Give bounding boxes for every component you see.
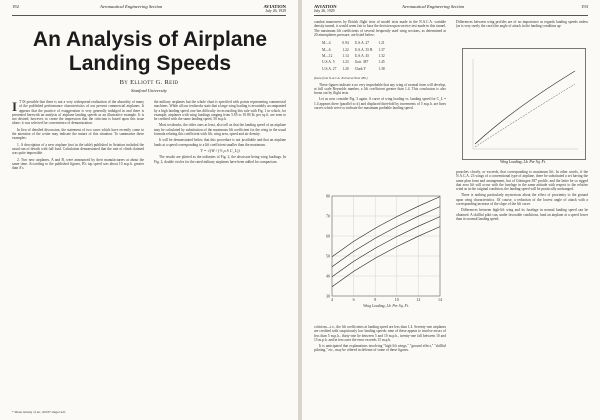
table-cell: 1.32: [378, 54, 385, 58]
paragraph: 1. A description of a new airplane (not in the table) published in Aviation included the usual run of details with full load. Calculation demonstrated that the rate of climb claimed was quite impossible.: [12, 142, 144, 156]
title-line: An Analysis of Airplane: [32, 28, 268, 51]
table-cell: U.S.A. 27: [354, 41, 370, 46]
running-head: Aeronautical Engineering Section: [402, 4, 465, 9]
paragraph: Most textbooks, the older ones at least, also tell us that the landing speed of an airplane may be calculated by substitution of the maximum lift coefficient for the wing in the usual formula relating this coefficient with lift, wing area, speed and air density.: [154, 123, 286, 137]
header-rule: [314, 15, 588, 16]
table-cell: 1.20: [342, 66, 349, 71]
figure-graphic: [463, 49, 585, 159]
lift-coefficient-table: [320, 39, 391, 73]
y-tick-label: 40: [326, 273, 330, 279]
article-title: [30, 28, 270, 76]
table-cell: 0.94: [342, 41, 349, 46]
table-cell: U.S.A. 27: [322, 66, 337, 71]
y-tick-label: 50: [326, 253, 330, 259]
x-tick-label: 12: [416, 297, 421, 302]
issue-date: July 26, 1929: [314, 9, 335, 13]
left-column-1: [12, 100, 144, 172]
right-column-2: [456, 170, 588, 223]
chart-container: [314, 190, 446, 320]
right-column-1: [314, 20, 446, 112]
paragraph: There is nothing particularly mysterious about the effect of proximity to the ground upon wing characteristics. Of course, a reduction of the lowest angle of attack with a corresponding increase of the slope of the lift curve.: [456, 193, 588, 207]
table-row: [322, 60, 389, 64]
table-cell: M—12: [322, 54, 333, 58]
paragraph: Differences between wing profiles are of no importance as regards landing speeds unless (as is very rarely the case) the angle of attack in the landing condition ap-: [456, 20, 588, 29]
figure-caption: Wing Loading, Lb. Per Sq. Ft.: [500, 160, 546, 164]
paragraph: Let us now consider Fig. 3 again. A curve of wing loading vs. landing speed for C_L = 1.4 appears there (parallel to it) and displaced threefold by increments of 5 m.p.h. are lines curves which serve to indicate the maximum probable landing speed.: [314, 97, 446, 110]
paragraph: proaches closely, or exceeds, that corresponding to maximum lift. In other words, if the N.A.C.A. 23 wings of a conventional type of airplane, there be substituted a set having the same plan form and arrangement, but of Göttingen 387 profile, and the latter be so rigged that zero lift will occur with the fuselage in the same attitude with respect to the relative wind as in the original condition, the landing speed will be practically unchanged.: [456, 170, 588, 192]
landing-speed-chart: [314, 190, 446, 320]
x-tick-label: 14: [438, 297, 442, 302]
paragraph: It will be demonstrated below that this procedure is not justifiable and that an airplane lands at a speed corresponding to a lift coefficient smaller than the maximum.: [154, 138, 286, 147]
table-cell: Gott. 387: [354, 60, 369, 65]
title-line: Landing Speeds: [68, 52, 232, 75]
right-column-1-lower: [314, 325, 446, 355]
paragraph: criticism—i.e., the lift coefficients at landing speed are less than 1.4. Seventy-one airplanes are credited with suspiciously low landing speeds; nine of these appear to involve errors of less than 5 m.p.h., thirty-one lie between 5 and 10 m.p.h., twenty-one fall between 10 and 15 m.p.h. and in ten cases the error exceeds 15 m.p.h.: [314, 325, 446, 342]
table-cell: 1.21: [378, 41, 385, 46]
left-page: [0, 0, 298, 420]
x-tick-label: 10: [394, 297, 399, 302]
author: By Elliott G. Reid: [119, 79, 179, 86]
table-cell: 1.22: [342, 47, 349, 52]
x-tick-label: 6: [352, 297, 355, 302]
affiliation: Stanford University: [131, 88, 167, 93]
table-cell: M—6: [322, 47, 331, 52]
series-line: [332, 207, 440, 267]
series-line: [332, 217, 440, 277]
table-row: [322, 67, 389, 71]
header-rule: [12, 15, 286, 16]
running-head: Aeronautical Engineering Section: [100, 4, 163, 9]
x-tick-label: 4: [331, 297, 333, 302]
table-row: [322, 48, 389, 52]
landing-speed-formula: V = √(W / (½ ρ S C_L)): [200, 147, 240, 153]
right-page: [302, 0, 600, 420]
series-line: [332, 227, 440, 287]
left-column-2: [154, 100, 286, 166]
table-cell: 1.37: [378, 47, 385, 52]
paragraph: 2. Two new airplanes, A and B, were announced by their manufacturers at about the same time. According to the published figures, B's top speed was about 10 m.p.h. greater than A's.: [12, 157, 144, 171]
y-tick-label: 60: [326, 233, 330, 239]
table-cell: 1.23: [342, 60, 349, 65]
footnote: * Mean density of air, .00237 slugs/cu.ft.: [12, 409, 67, 414]
right-column-2-top: [456, 20, 588, 31]
figure-placeholder: [462, 48, 586, 160]
paragraph: combat maneuvers by British flight tests of model tests made in the N.A.C.A. variable density tunnel, it would seem fair to base the decision upon service test made in this tunnel. The maximum lift coefficients of several frequently used wing sections, as determined at 20 atmospheres pressure, are listed below:: [314, 20, 446, 37]
table-cell: 1.38: [378, 66, 385, 71]
page-number: 193: [581, 4, 588, 9]
table-cell: 1.14: [342, 54, 349, 58]
table-cell: U.S.A. 5: [322, 60, 335, 65]
y-tick-label: 70: [326, 213, 330, 219]
table-cell: M—4: [322, 41, 331, 46]
drop-cap: I: [12, 99, 18, 114]
issue-name: AVIATION: [314, 4, 337, 9]
issue-date: July 26, 1929: [265, 9, 286, 13]
paragraph: These figures indicate a no very improbable that any wing of normal form will develop, at full scale Reynolds number, a lift coefficient greater than 1.4. This conclusion is also borne out by flight tests.: [314, 82, 446, 96]
paragraph: Differences between high-lift wing and its fuselage in normal landing speed can be obtained. A skillful pilot can, under favorable conditions, land an airplane at a speed lower than its normal landing speed.: [456, 208, 588, 221]
paragraph: In lieu of detailed discussion, the statement of two cases which have recently come to the attention of the writer may indicate the nature of this situation. To summarize these examples:: [12, 127, 144, 141]
issue-name: AVIATION: [263, 4, 286, 9]
table-cell: U.S.A. 35 B: [354, 47, 373, 52]
table-cell: 1.45: [378, 60, 385, 65]
x-tick-label: 8: [374, 297, 377, 302]
y-tick-label: 30: [326, 293, 330, 299]
series-line: [332, 197, 440, 257]
page-number: 192: [12, 4, 19, 9]
table-cell: U.S.A. 45: [354, 54, 370, 58]
plot-frame: [332, 196, 440, 296]
paragraph: It is anticipated that explanations involving "high lift wings," "ground effect," "skillful piloting," etc., may be offered in defense of some of these figures.: [314, 344, 446, 353]
x-axis-label: Wing Loading, Lb. Per Sq. Ft.: [363, 304, 409, 308]
table-row: [322, 54, 389, 58]
paragraph: I T IS possible that there is not a very widespread realization of the absurdity of many of the published performance characteristics of our present commercial airplanes. It appears that the practice of exaggeration is very generally indulged in and there is presented herewith an analysis of airplane landing speeds as an illustrative example. It is not desired, however, to create the impression that the criticism is based upon this issue alone; it was selected for convenience of demonstration.: [12, 99, 144, 126]
table-note: (Data from N.A.C.A. Technical Note 286.): [314, 76, 368, 81]
y-tick-label: 80: [326, 193, 330, 199]
table-cell: Clark Y: [354, 66, 367, 71]
paragraph: The results are plotted as the ordinates of Fig. 2, the abscissae being wing loadings. In Fig. 2, double circles for the rated military airplanes have been added for comparison.: [154, 155, 286, 164]
paragraph: the military airplanes but the whole chart is specified with points representing commercial machines. While all our textbooks state that a large wing loading is invariably accompanied by a high landing speed, one has difficulty in reconciling this rule with Fig. 1 in which, for example, airplanes with wing loadings ranging from 5.85 to 10.80 lb. per sq.ft. are seen to be credited with the same landing speed, 50 m.p.h.: [154, 100, 286, 122]
table-row: [322, 41, 389, 45]
